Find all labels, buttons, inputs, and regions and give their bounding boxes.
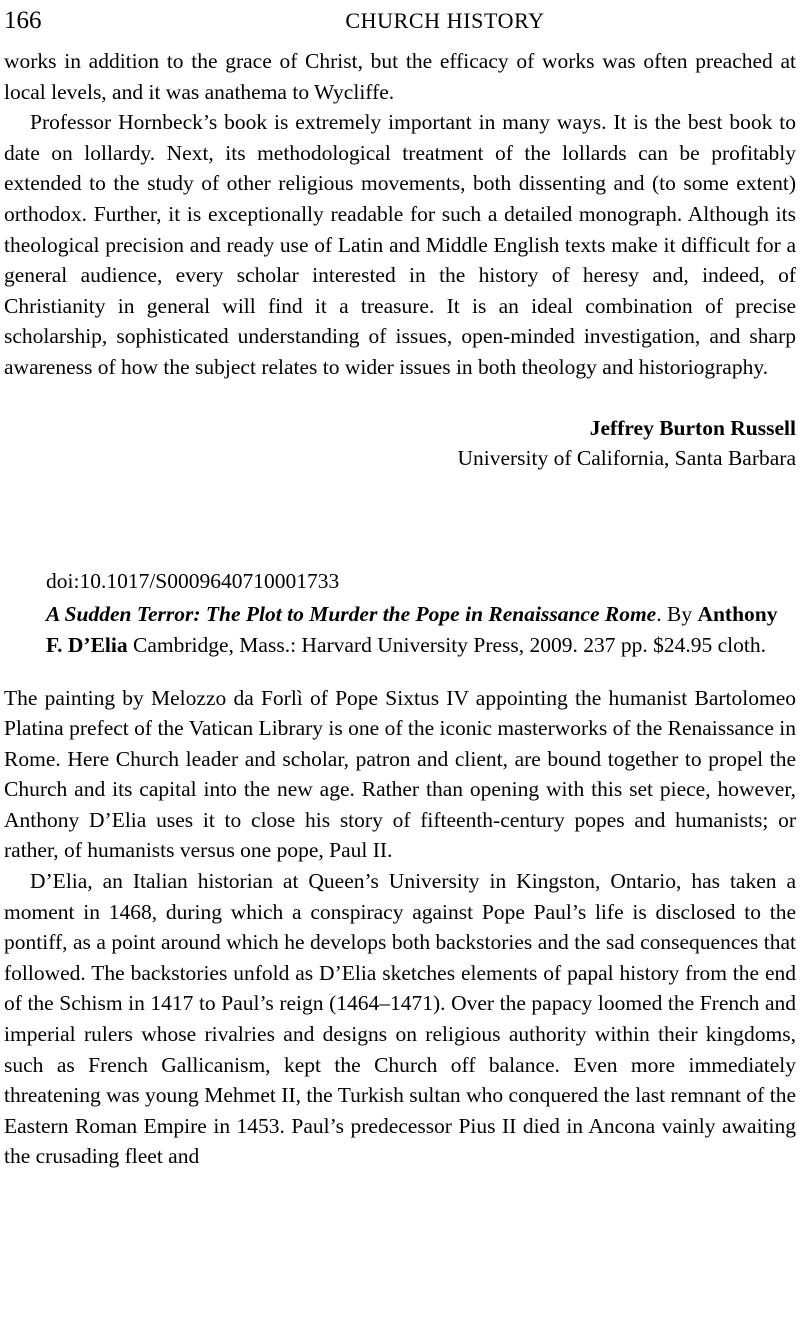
book-author: Anthony F. D’Elia — [46, 602, 778, 657]
next-review-body — [4, 683, 796, 1173]
journal-title: CHURCH HISTORY — [345, 8, 545, 33]
reviewer-name: Jeffrey Burton Russell — [589, 415, 796, 440]
by-label: . By — [656, 602, 698, 627]
reviewer-affiliation: University of California, Santa Barbara — [457, 446, 796, 471]
continued-review-section — [4, 46, 796, 474]
book-citation — [46, 599, 796, 660]
running-head — [4, 0, 796, 46]
doi-line: doi:10.1017/S0009640710001733 — [46, 568, 340, 593]
review-paragraph: D’Elia, an Italian historian at Queen’s University in Kingston, Ontario, has taken a moment in 1468, during which a conspiracy against Pope Paul’s life is disclosed to the pontiff, as a point around which he develops both backstories and the sad consequences that followed. The backstories unfold as D’Elia sketches elements of papal history from the end of the Schism in 1417 to Paul’s reign (1464–1471). Over the papacy loomed the French and imperial rulers whose rivalries and designs on religious authority within their kingdoms, such as French Gallicanism, kept the Church off balance. Even more immediately threatening was young Mehmet II, the Turkish sultan who conquered the last remnant of the Eastern Roman Empire in 1453. Paul’s predecessor Pius II died in Ancona vainly awaiting the crusading fleet and — [4, 869, 796, 1169]
review-paragraph: works in addition to the grace of Christ, but the efficacy of works was often preached at local levels, and it was anathema to Wycliffe. — [4, 49, 796, 104]
publication-info: Cambridge, Mass.: Harvard University Press, 2009. 237 pp. $24.95 cloth. — [127, 632, 766, 657]
review-paragraph: The painting by Melozzo da Forlì of Pope Sixtus IV appointing the humanist Bartolomeo Platina prefect of the Vatican Library is one of the iconic masterworks of the Renaissance in Rome. Here Church leader and scholar, patron and client, are bound together to propel the Church and its capital into the new age. Rather than opening with this set piece, however, Anthony D’Elia uses it to close his story of fifteenth-century popes and humanists; or rather, of humanists versus one pope, Paul II. — [4, 685, 796, 863]
review-paragraph: Professor Hornbeck’s book is extremely important in many ways. It is the best book to date on lollardy. Next, its methodological treatment of the lollards can be profitably extended to the study of other religious movements, both dissenting and (to some extent) orthodox. Further, it is exceptionally readable for such a detailed monograph. Although its theological precision and ready use of Latin and Middle English texts make it difficult for a general audience, every scholar interested in the history of heresy and, indeed, of Christianity in general will find it a treasure. It is an ideal combination of precise scholarship, sophisticated understanding of issues, open-minded investigation, and sharp awareness of how the subject relates to wider issues in both theology and historiography. — [4, 110, 796, 379]
next-review-heading — [4, 566, 796, 661]
page-number: 166 — [4, 7, 42, 34]
book-title: A Sudden Terror: The Plot to Murder the Pope in Renaissance Rome — [46, 602, 657, 627]
reviewer-signature — [4, 413, 796, 474]
